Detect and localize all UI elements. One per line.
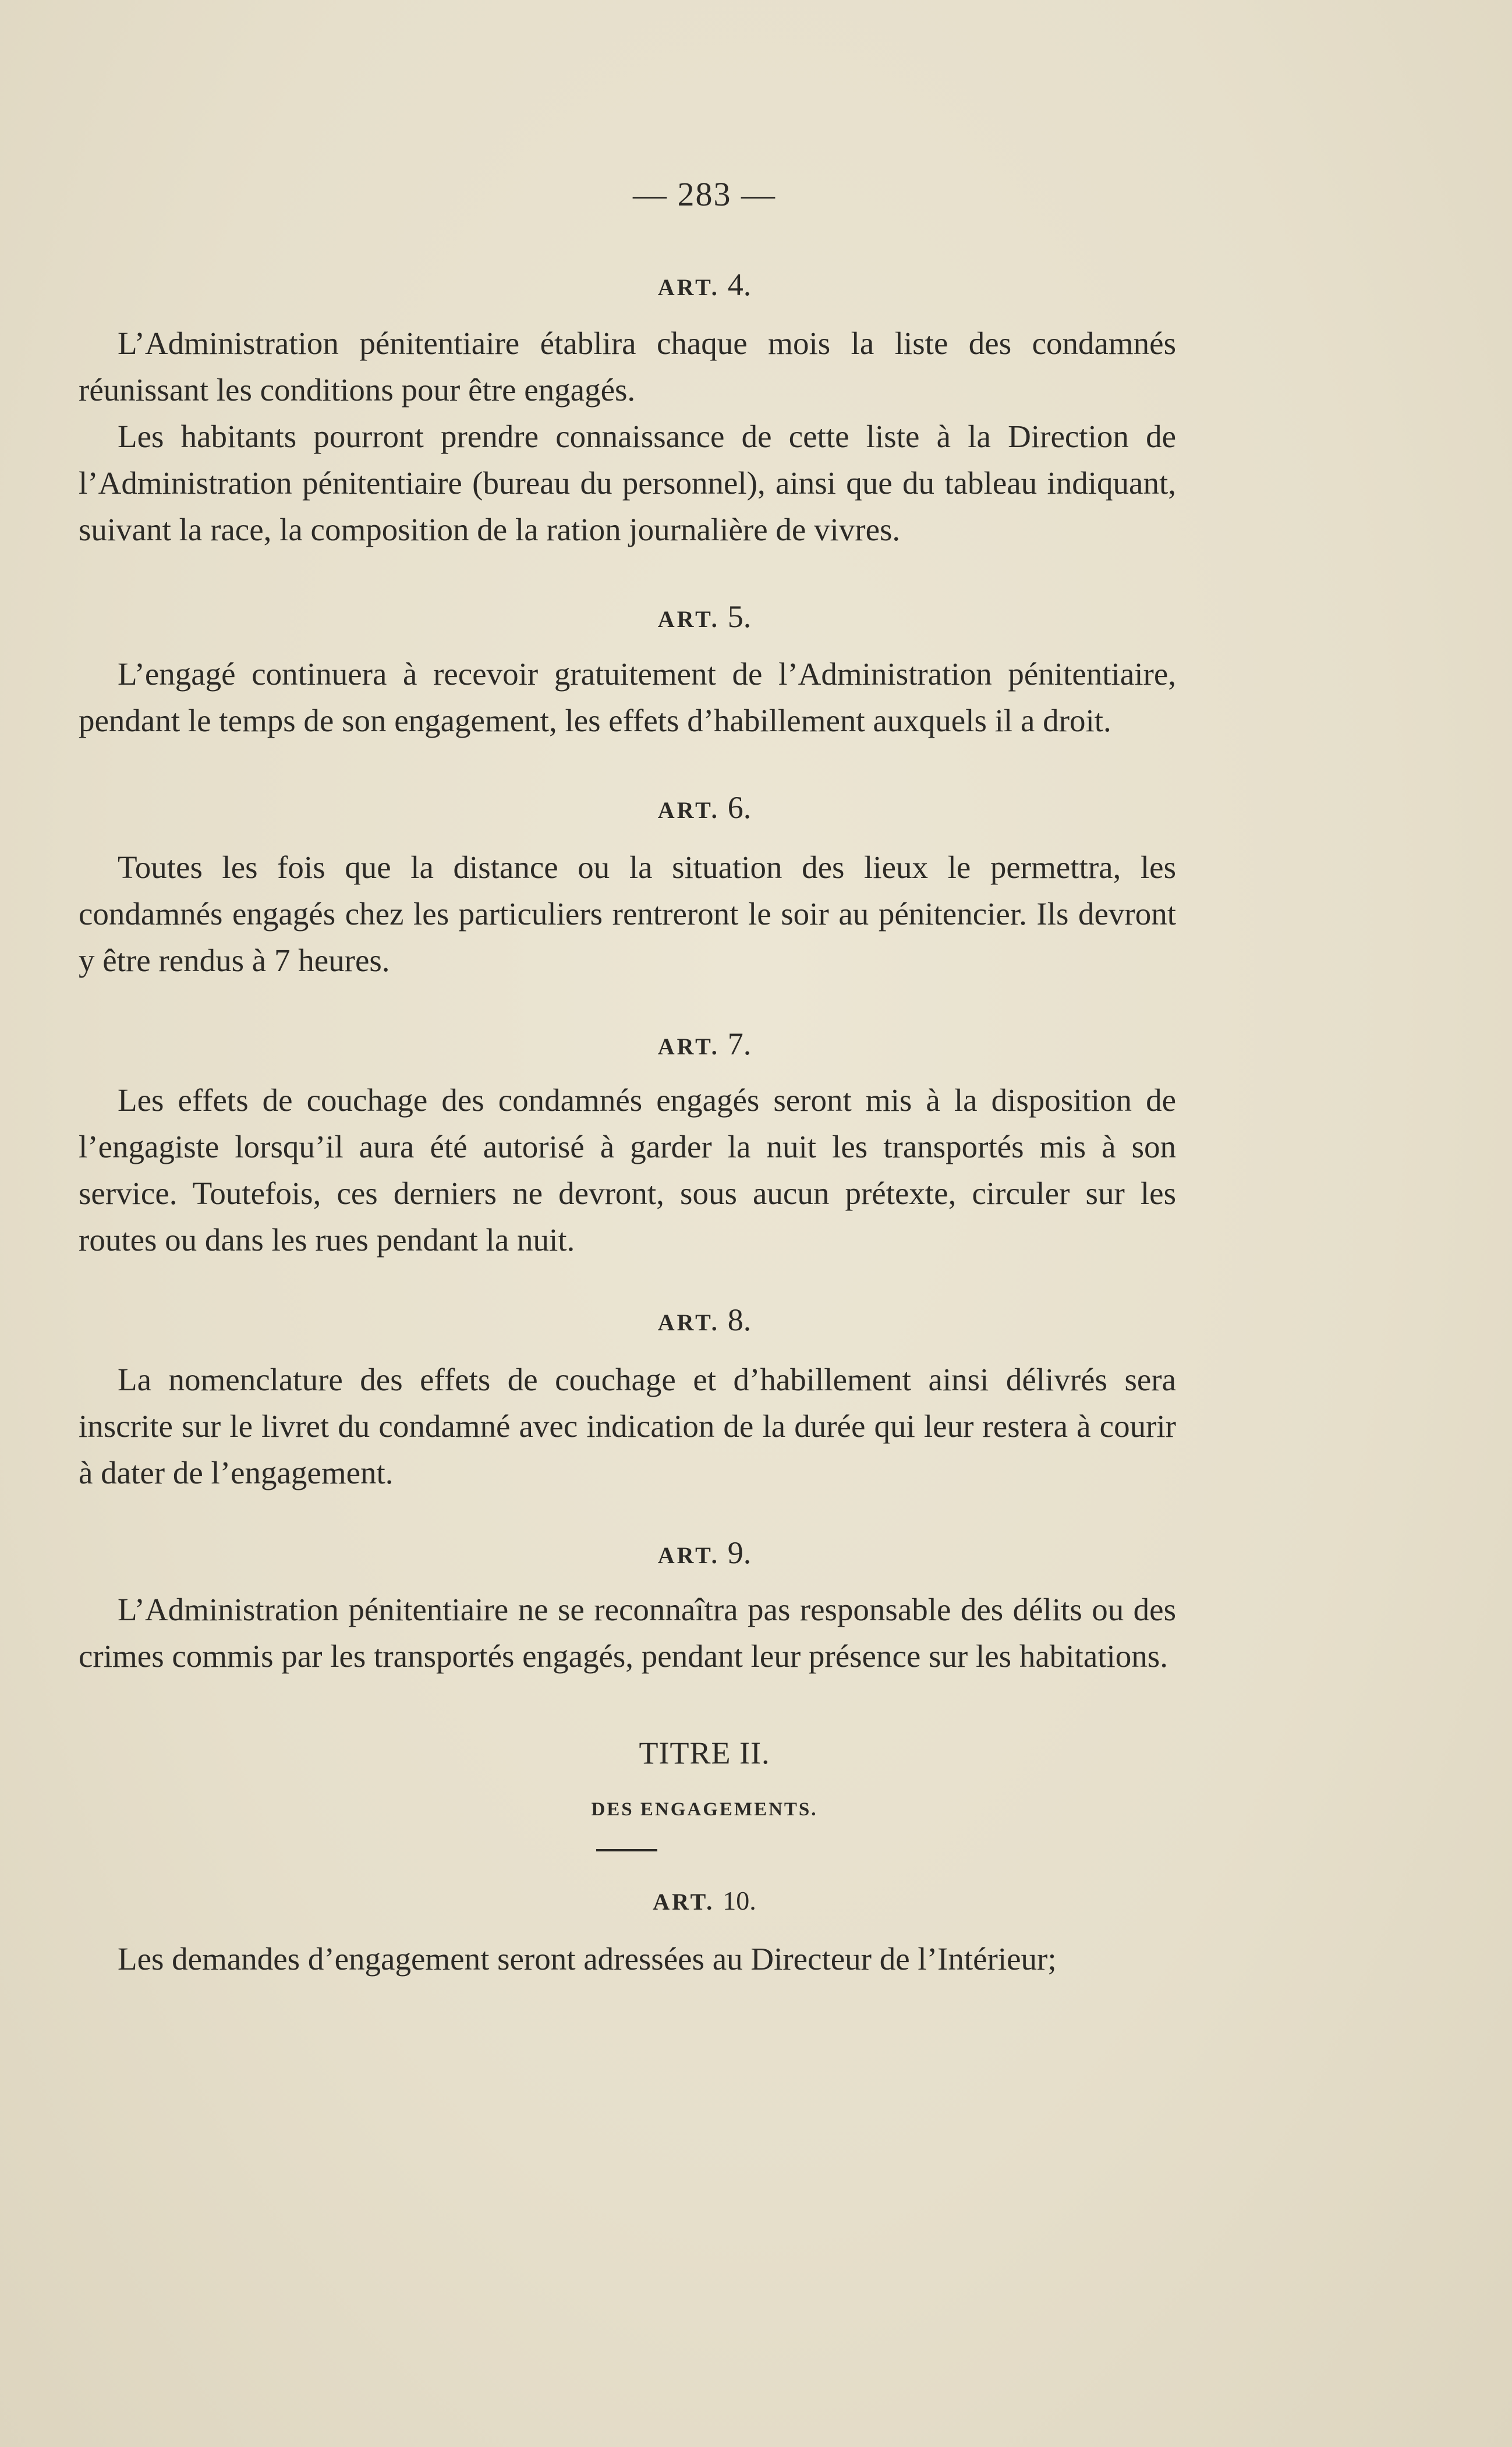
article-label: ART. [657, 1542, 720, 1568]
section-subtitle: DES ENGAGEMENTS. [591, 1799, 818, 1820]
section-title: TITRE II. [639, 1736, 770, 1770]
article-label: ART. [657, 274, 720, 300]
page-number: — 283 — [633, 175, 776, 213]
article-5-heading [0, 599, 1409, 635]
article-number: 9. [727, 1535, 752, 1570]
article-6-heading [0, 789, 1409, 826]
article-8-paragraph-1: La nomenclature des effets de couchage et d’habillement ainsi délivrés sera inscrite sur le livret du condamné avec indication de la durée qui leur restera à courir à dater de l’engagement. [79, 1362, 1176, 1490]
article-10-heading [0, 1885, 1409, 1916]
article-number: 7. [727, 1026, 752, 1061]
article-9-paragraph-1: L’Administration pénitentiaire ne se reconnaîtra pas responsable des délits ou des crimes commis par les transportés engagés, pendant leur présence sur les habitations. [79, 1592, 1176, 1674]
article-9-heading [0, 1535, 1409, 1571]
article-10-paragraph-1: Les demandes d’engagement seront adressées au Directeur de l’Intérieur; [118, 1941, 1057, 1977]
article-label: ART. [657, 1033, 720, 1060]
article-label: ART. [653, 1889, 715, 1915]
article-7-heading [0, 1026, 1409, 1062]
article-5-paragraph-1: L’engagé continuera à recevoir gratuitement de l’Administration pénitentiaire, pendant le temps de son engagement, les effets d’habillement auxquels il a droit. [79, 656, 1176, 738]
article-4-heading [0, 267, 1409, 303]
article-7-paragraph-1: Les effets de couchage des condamnés engagés seront mis à la disposition de l’engagiste lorsqu’il aura été autorisé à garder la nuit les transportés mis à son service. Toutefois, ces derniers ne devront, sous aucun prétexte, circuler sur les routes ou dans les rues pendant la nuit. [79, 1082, 1176, 1258]
article-label: ART. [657, 606, 720, 632]
article-4-paragraph-2: Les habitants pourront prendre connaissance de cette liste à la Direction de l’Administration pénitentiaire (bureau du personnel), ainsi que du tableau indiquant, suivant la race, la composition de la ration journalière de vivres. [79, 419, 1176, 547]
section-divider [596, 1849, 657, 1851]
article-label: ART. [657, 1309, 720, 1336]
article-8-heading [0, 1302, 1409, 1338]
article-number: 6. [727, 790, 752, 825]
article-number: 4. [727, 267, 752, 302]
article-number: 10. [723, 1886, 756, 1915]
article-6-paragraph-1: Toutes les fois que la distance ou la situation des lieux le permettra, les condamnés engagés chez les particuliers rentreront le soir au pénitencier. Ils devront y être rendus à 7 heures. [79, 849, 1176, 978]
article-number: 5. [727, 599, 752, 634]
article-label: ART. [657, 797, 720, 823]
article-number: 8. [727, 1302, 752, 1337]
article-4-paragraph-1: L’Administration pénitentiaire établira chaque mois la liste des condamnés réunissant les conditions pour être engagés. [79, 325, 1176, 408]
